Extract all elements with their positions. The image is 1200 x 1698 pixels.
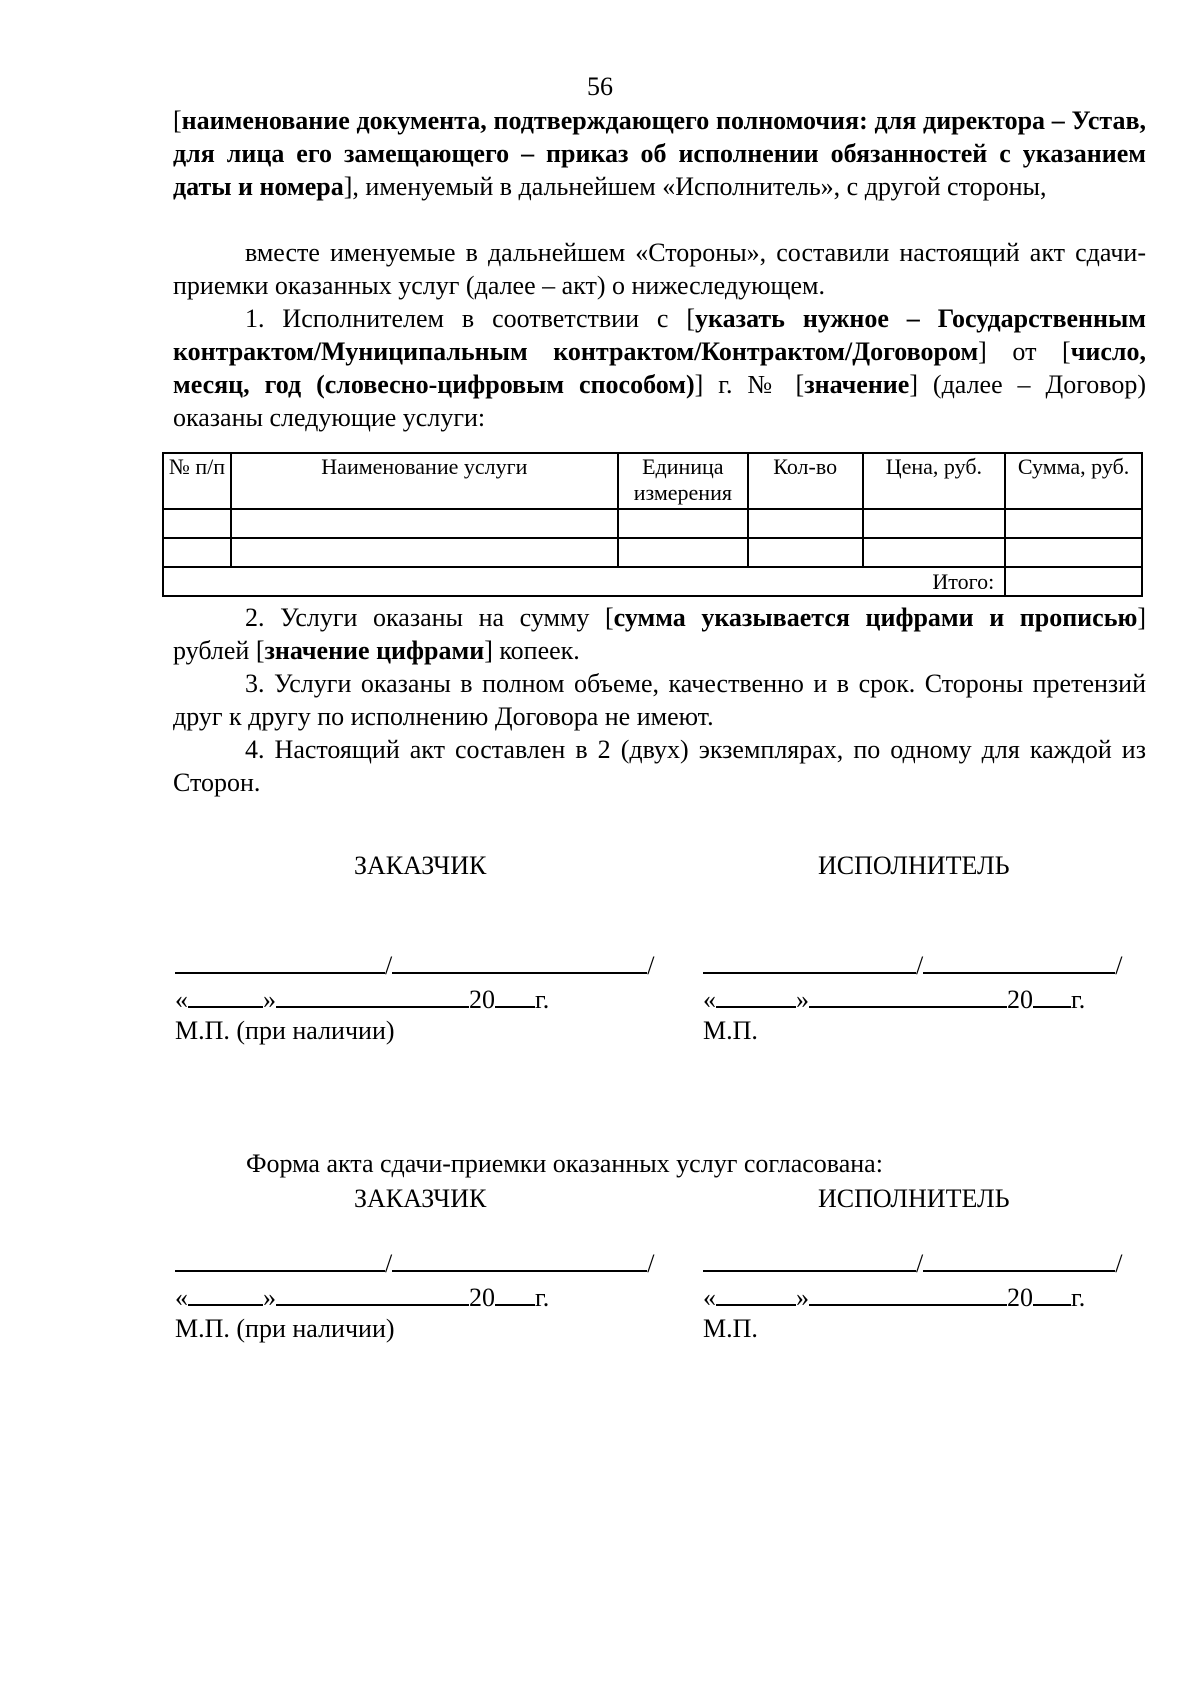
table-header-row (163, 453, 1142, 509)
contractor-title: ИСПОЛНИТЕЛЬ (818, 851, 1010, 880)
contractor-stamp-label: М.П. (703, 1016, 758, 1045)
agreed-contractor-date-line[interactable]: « » 20 г. (703, 1280, 1085, 1313)
agreed-contractor-title: ИСПОЛНИТЕЛЬ (818, 1184, 1010, 1213)
header-unit: Единица измерения (618, 453, 748, 509)
services-table (162, 452, 1143, 597)
paragraph-4: 4. Настоящий акт составлен в 2 (двух) экземплярах, по одному для каждой из Сторон. (173, 735, 1146, 797)
table-row (163, 538, 1142, 567)
customer-date-line[interactable]: « » 20 г. (175, 982, 549, 1015)
paragraph-3: 3. Услуги оказаны в полном объеме, качественно и в срок. Стороны претензий друг к другу по исполнению Договора не имеют. (173, 669, 1146, 731)
parties-paragraph: вместе именуемые в дальнейшем «Стороны», составили настоящий акт сдачи-приемки оказанных услуг (далее – акт) о нижеследующем. (173, 238, 1146, 300)
agreed-contractor-stamp-label: М.П. (703, 1314, 758, 1343)
customer-title: ЗАКАЗЧИК (354, 851, 487, 880)
contractor-signature-line[interactable]: / / (703, 948, 1122, 981)
authority-document-placeholder: наименование документа, подтверждающего полномочия: для директора – Устав, для лица его замещающего – приказ об исполнении обязанностей с указанием даты и номера (173, 106, 1146, 201)
page-number: 56 (587, 72, 613, 101)
total-value[interactable] (1005, 567, 1142, 596)
header-price: Цена, руб. (863, 453, 1006, 509)
paragraph-2: 2. Услуги оказаны на сумму [сумма указывается цифрами и прописью] рублей [значение цифрами] копеек. (173, 603, 1146, 665)
header-service-name: Наименование услуги (231, 453, 618, 509)
table-row (163, 509, 1142, 538)
agreed-contractor-signature-line[interactable]: / / (703, 1246, 1122, 1279)
agreed-customer-date-line[interactable]: « » 20 г. (175, 1280, 549, 1313)
agreed-customer-stamp-label: М.П. (при наличии) (175, 1314, 395, 1343)
customer-stamp-label: М.П. (при наличии) (175, 1016, 395, 1045)
agreed-customer-signature-line[interactable]: / / (175, 1246, 654, 1279)
header-quantity: Кол-во (748, 453, 863, 509)
agreed-heading: Форма акта сдачи-приемки оказанных услуг согласована: (246, 1149, 883, 1178)
total-label: Итого: (163, 567, 1005, 596)
header-sum: Сумма, руб. (1005, 453, 1142, 509)
intro-paragraph: [наименование документа, подтверждающего полномочия: для директора – Устав, для лица его замещающего – приказ об исполнении обязанностей с указанием даты и номера], именуемый в дальнейшем «Исполнитель», с другой стороны, (173, 106, 1146, 201)
header-number: № п/п (163, 453, 231, 509)
contractor-date-line[interactable]: « » 20 г. (703, 982, 1085, 1015)
table-total-row (163, 567, 1142, 596)
customer-signature-line[interactable]: / / (175, 948, 654, 981)
paragraph-1: 1. Исполнителем в соответствии с [указать нужное – Государственным контрактом/Муниципальным контрактом/Контрактом/Договором] от [число, месяц, год (словесно-цифровым способом)] г. № [значение] (далее – Договор) оказаны следующие услуги: (173, 304, 1146, 432)
agreed-customer-title: ЗАКАЗЧИК (354, 1184, 487, 1213)
